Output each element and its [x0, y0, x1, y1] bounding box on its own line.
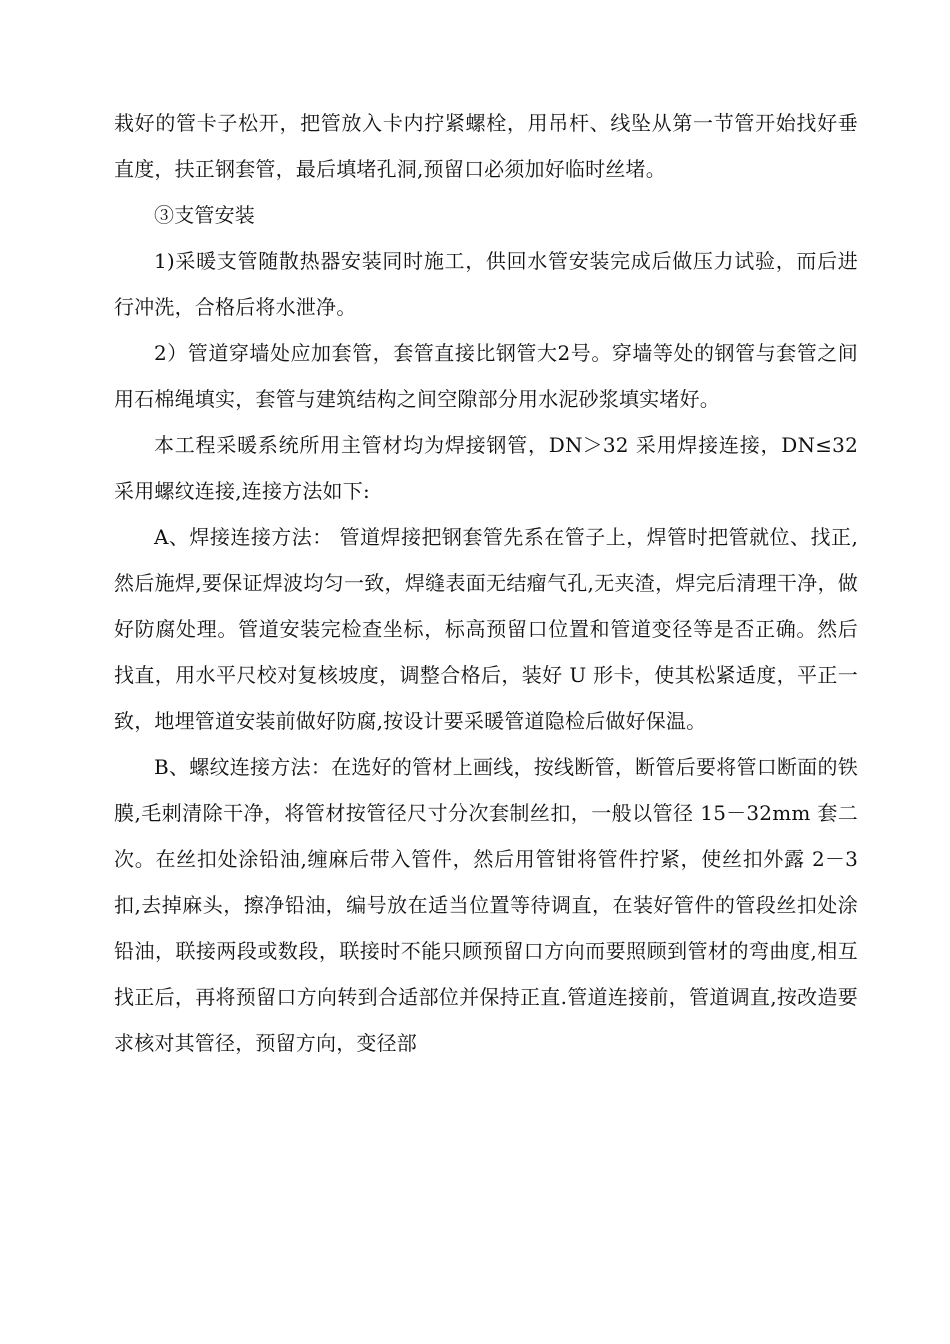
paragraph-main-pipe-materials: 本工程采暖系统所用主管材均为焊接钢管，DN＞32 采用焊接连接，DN≤32采用螺纹连接,连接方法如下:	[114, 433, 858, 503]
paragraph-branch-pipe-step-1: 1)采暖支管随散热器安装同时施工，供回水管安装完成后做压力试验，而后进行冲洗，合格后将水泄净。	[114, 249, 858, 319]
paragraph-pipe-clamp-continuation: 栽好的管卡子松开，把管放入卡内拧紧螺栓，用吊杆、线坠从第一节管开始找好垂直度，扶正钢套管，最后填堵孔洞,预留口必须加好临时丝堵。	[114, 111, 858, 181]
document-body	[114, 100, 858, 1066]
paragraph-threaded-connection-method: B、螺纹连接方法：在选好的管材上画线，按线断管，断管后要将管口断面的铁膜,毛刺清除干净，将管材按管径尺寸分次套制丝扣，一般以管径 15－32mm 套二次。在丝扣处涂铅油,缠麻后带入管件，然后用管钳将管件拧紧，使丝扣外露 2－3 扣,去掉麻头，擦净铅油，编号放在适当位置等待调直，在装好管件的管段丝扣处涂铅油，联接两段或数段，联接时不能只顾预留口方向而要照顾到管材的弯曲度,相互找正后，再将预留口方向转到合适部位并保持正直.管道连接前，管道调直,按改造要求核对其管径，预留方向，变径部	[114, 755, 858, 1055]
paragraph-branch-pipe-step-2: 2）管道穿墙处应加套管，套管直接比钢管大2号。穿墙等处的钢管与套管之间用石棉绳填实，套管与建筑结构之间空隙部分用水泥砂浆填实堵好。	[114, 341, 858, 411]
paragraph-welding-connection-method: A、焊接连接方法： 管道焊接把钢套管先系在管子上，焊管时把管就位、找正,然后施焊,要保证焊波均匀一致，焊缝表面无结瘤气孔,无夹渣，焊完后清理干净，做好防腐处理。管道安装完检查坐标，标高预留口位置和管道变径等是否正确。然后找直，用水平尺校对复核坡度，调整合格后，装好 U 形卡，使其松紧适度，平正一致，地埋管道安装前做好防腐,按设计要采暖管道隐检后做好保温。	[114, 525, 858, 733]
section-heading-branch-pipe-installation: ③支管安装	[154, 203, 255, 227]
